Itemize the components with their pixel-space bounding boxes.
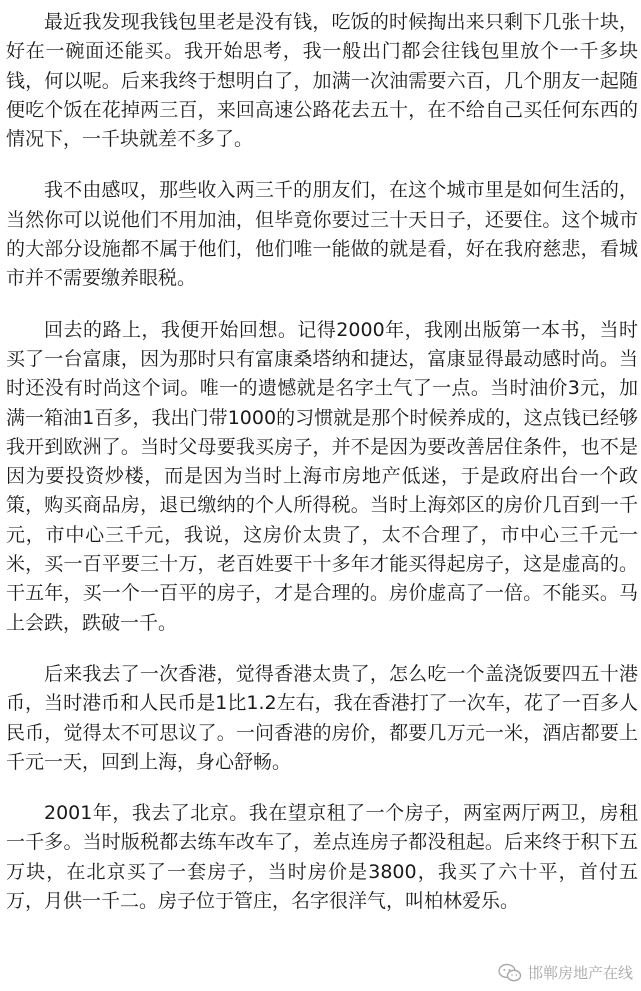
- paragraph-2: 我不由感叹，那些收入两三千的朋友们，在这个城市里是如何生活的，当然你可以说他们不用加油，但毕竟你要过三十天日子，还要住。这个城市的大部分设施都不属于他们，他们唯一能做的就是看，好在我府慈悲，看城市并不需要缴养眼税。: [6, 179, 638, 290]
- paragraph-1: 最近我发现我钱包里老是没有钱，吃饭的时候掏出来只剩下几张十块，好在一碗面还能买。我开始思考，我一般出门都会往钱包里放个一千多块钱，何以呢。后来我终于想明白了，加满一次油需要六百，几个朋友一起随便吃个饭在花掉两三百，来回高速公路花去五十，在不给自己买任何东西的情况下，一千块就差不多了。: [6, 11, 638, 151]
- watermark-text: 邯郸房地产在线: [527, 964, 633, 982]
- wechat-icon: [498, 963, 522, 983]
- article-body: [6, 8, 638, 938]
- paragraph-4: 后来我去了一次香港，觉得香港太贵了，怎么吃一个盖浇饭要四五十港币，当时港币和人民币是1比1.2左右，我在香港打了一次车，花了一百多人民币，觉得太不可思议了。一问香港的房价，都要几万元一米，酒店都要上千元一天，回到上海，身心舒畅。: [6, 662, 638, 773]
- source-watermark: [498, 962, 633, 983]
- paragraph-5: 2001年，我去了北京。我在望京租了一个房子，两室两厅两卫，房租一千多。当时版税都去练车改车了，差点连房子都没租起。后来终于积下五万块，在北京买了一套房子，当时房价是3800，我买了六十平，首付五万，月供一千二。房子位于管庄，名字很洋气，叫柏林爱乐。: [6, 802, 638, 913]
- paragraph-3: 回去的路上，我便开始回想。记得2000年，我刚出版第一本书，当时买了一台富康，因为那时只有富康桑塔纳和捷达，富康显得最动感时尚。当时还没有时尚这个词。唯一的遗憾就是名字土气了一点。当时油价3元，加满一箱油1百多，我出门带1000的习惯就是那个时候养成的，这点钱已经够我开到欧洲了。当时父母要我买房子，并不是因为要改善居住条件，也不是因为要投资炒楼，而是因为当时上海市房地产低迷，于是政府出台一个政策，购买商品房，退已缴纳的个人所得税。当时上海郊区的房价几百到一千元，市中心三千元，我说，这房价太贵了，太不合理了，市中心三千元一米，买一百平要三十万，老百姓要干十多年才能买得起房子，这是虚高的。干五年，买一个一百平的房子，才是合理的。房价虚高了一倍。不能买。马上会跌，跌破一千。: [6, 318, 638, 634]
